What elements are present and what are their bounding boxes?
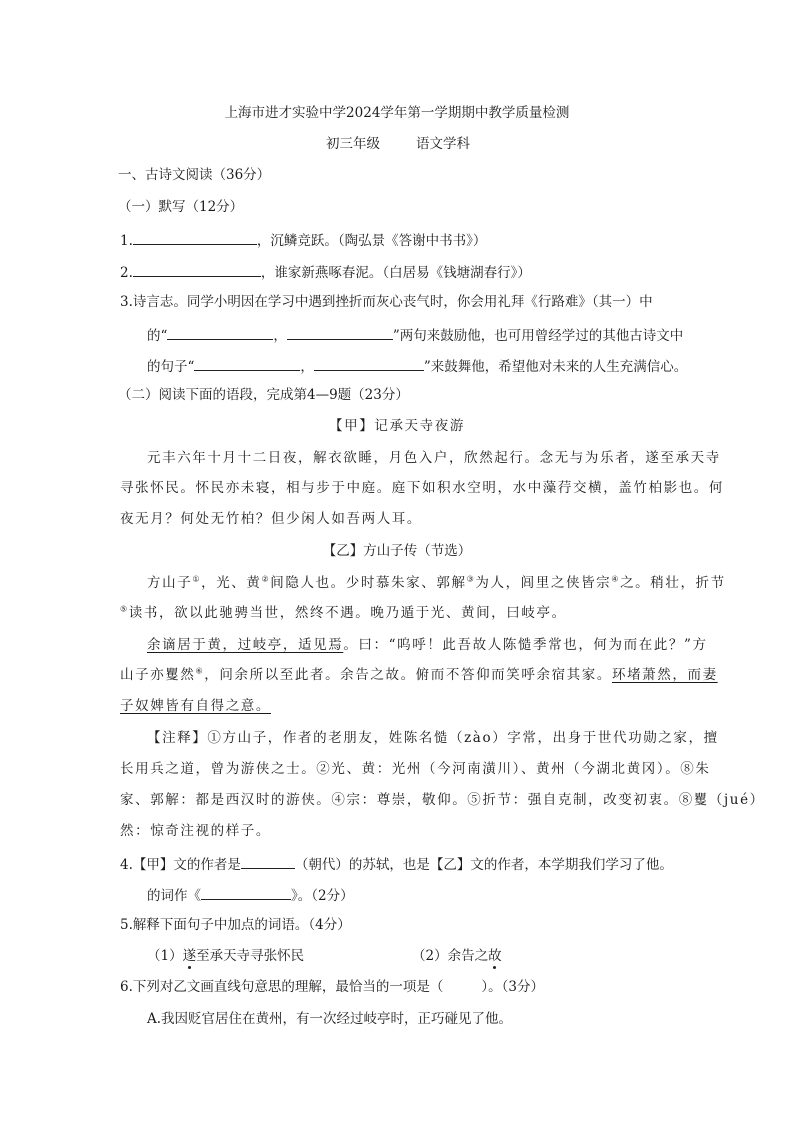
q3-blank-1[interactable]	[167, 325, 273, 340]
jia-line-2: 寻张怀民。怀民亦未寝，相与步于中庭。庭下如积水空明，水中藻荇交横，盖竹柏影也。何	[120, 480, 724, 496]
underlined-sentence: 余谪居于黄，过岐亭，适见焉	[147, 637, 344, 653]
question-4-line2	[147, 885, 354, 905]
q3-line3-prefix: 的句子“	[147, 359, 195, 375]
q4-text: 》。（2分）	[291, 888, 354, 904]
dotted-word: 故	[488, 948, 502, 964]
q1-number: 1.	[120, 233, 133, 249]
footnote-ref: ①	[192, 574, 202, 584]
footnote-ref: ②	[261, 574, 271, 584]
q4-text: （朝代）的苏轼，也是【乙】文的作者，本学期我们学习了他。	[294, 857, 673, 873]
q6-option-a: A.我因贬官居住在黄州，有一次经过岐亭时，正巧碰见了他。	[147, 1011, 513, 1027]
q3-line2-suffix: ”两句来鼓励他，也可用曾经学过的其他古诗文中	[392, 328, 684, 344]
yi-text: 。曰：“呜呼！此吾故人陈慥季常也，何为而在此？”方	[343, 637, 708, 653]
footnote-ref: ③	[466, 574, 476, 584]
q3-blank-2[interactable]	[287, 325, 393, 340]
footnote-ref: ⑥	[195, 666, 205, 676]
note-line-1: 【注释】①方山子，作者的老朋友，姓陈名慥（zào）字常，出身于世代功勋之家，擅	[147, 730, 719, 746]
q6-text: 6.下列对乙文画直线句意思的理解，最恰当的一项是（	[120, 979, 444, 995]
q3-line2-prefix: 的“	[147, 328, 168, 344]
yi-text: 之。稍壮，折节	[620, 575, 726, 591]
yi-text: 读书，欲以此驰骋当世，然终不遇。晚乃遁于光、黄间，曰岐亭。	[128, 605, 567, 621]
q5-item-label: （1）	[147, 948, 183, 964]
question-4-line1	[120, 854, 673, 874]
note-line-2: 长用兵之道，曾为游侠之士。②光、黄：光州（今河南潢川）、黄州（今湖北黄冈）。⑧朱	[120, 761, 711, 777]
jia-title: 【甲】记承天寺夜游	[329, 418, 465, 434]
q1-answer-blank[interactable]	[133, 230, 257, 245]
question-3-line2	[147, 325, 683, 345]
part1-heading: （一）默写（12分）	[118, 199, 244, 215]
yi-p1-line-1	[147, 574, 726, 592]
q2-answer-blank[interactable]	[133, 262, 261, 277]
yi-text: 山子亦矍然	[120, 667, 196, 683]
q3-blank-4[interactable]	[314, 356, 424, 371]
question-5-item-2	[412, 947, 502, 965]
yi-text: ，光、黄	[201, 575, 262, 591]
question-3-line3	[147, 356, 687, 376]
q3-comma-2: ，	[300, 359, 314, 375]
jia-line-1: 元丰六年十月十二日夜，解衣欲睡，月色入户，欣然起行。念无与为乐者，遂至承天寺	[147, 450, 721, 466]
part2-heading: （二）阅读下面的语段，完成第4—9题（23分）	[118, 387, 409, 403]
yi-p2-line-3	[120, 697, 271, 715]
dotted-word: 遂	[182, 948, 197, 964]
q1-text: ，沉鳞竞跃。（陶弘景《答谢中书书》）	[256, 233, 487, 249]
question-6	[120, 978, 544, 996]
footnote-ref: ④	[611, 574, 621, 584]
underlined-sentence: 环堵萧然，而妻	[611, 667, 718, 683]
question-1	[120, 230, 486, 250]
question-3-line1: 3.诗言志。同学小明因在学习中遇到挫折而灰心丧气时，你会用礼拜《行路难》（其一）中	[120, 294, 653, 310]
q2-number: 2.	[120, 265, 133, 281]
subject-label: 语文学科	[416, 136, 470, 152]
q3-comma-1: ，	[273, 328, 287, 344]
q3-line3-suffix: ”来鼓舞他，希望他对未来的人生充满信心。	[423, 359, 688, 375]
yi-p1-line-2	[120, 604, 567, 622]
yi-p2-line-1	[147, 636, 708, 654]
footnote-ref: ⑤	[120, 604, 129, 614]
q5-item-text: 至承天寺寻张怀民	[196, 948, 305, 964]
q4-title-blank[interactable]	[201, 885, 291, 900]
yi-text: ，问余所以至此者。余告之故。俯而不答仰而笑呼余宿其家。	[204, 667, 612, 683]
yi-title: 【乙】方山子传（节选）	[322, 543, 472, 559]
jia-line-3: 夜无月？何处无竹柏？但少闲人如吾两人耳。	[120, 511, 422, 527]
question-5: 5.解释下面句子中加点的词语。（4分）	[120, 917, 351, 933]
q4-text: 4.【甲】文的作者是	[120, 857, 241, 873]
yi-p2-line-2	[120, 666, 718, 684]
yi-text: 方山子	[147, 575, 193, 591]
grade-label: 初三年级	[326, 136, 380, 152]
q2-text: ，谁家新燕啄春泥。（白居易《钱塘湖春行》）	[260, 265, 531, 281]
q3-blank-3[interactable]	[194, 356, 300, 371]
q6-text: ）。（3分）	[481, 979, 544, 995]
underlined-sentence: 子奴婢皆有自得之意。	[120, 698, 271, 714]
yi-text: 为人，闾里之侠皆宗	[475, 575, 612, 591]
q4-text: 的词作《	[147, 888, 201, 904]
question-5-item-1	[147, 947, 304, 965]
question-2	[120, 262, 531, 282]
exam-title: 上海市进才实验中学2024学年第一学期期中教学质量检测	[224, 105, 570, 121]
yi-text: 间隐人也。少时慕朱家、郭解	[270, 575, 467, 591]
section-heading: 一、古诗文阅读（36分）	[118, 167, 271, 183]
note-line-4: 然：惊奇注视的样子。	[120, 823, 271, 839]
q5-item-text: （2）余告之	[412, 948, 489, 964]
q4-dynasty-blank[interactable]	[241, 854, 295, 869]
note-line-3: 家、郭解：都是西汉时的游侠。④宗：尊崇，敬仰。⑤折节：强自克制，改变初衷。⑧矍（jué）	[120, 792, 765, 808]
